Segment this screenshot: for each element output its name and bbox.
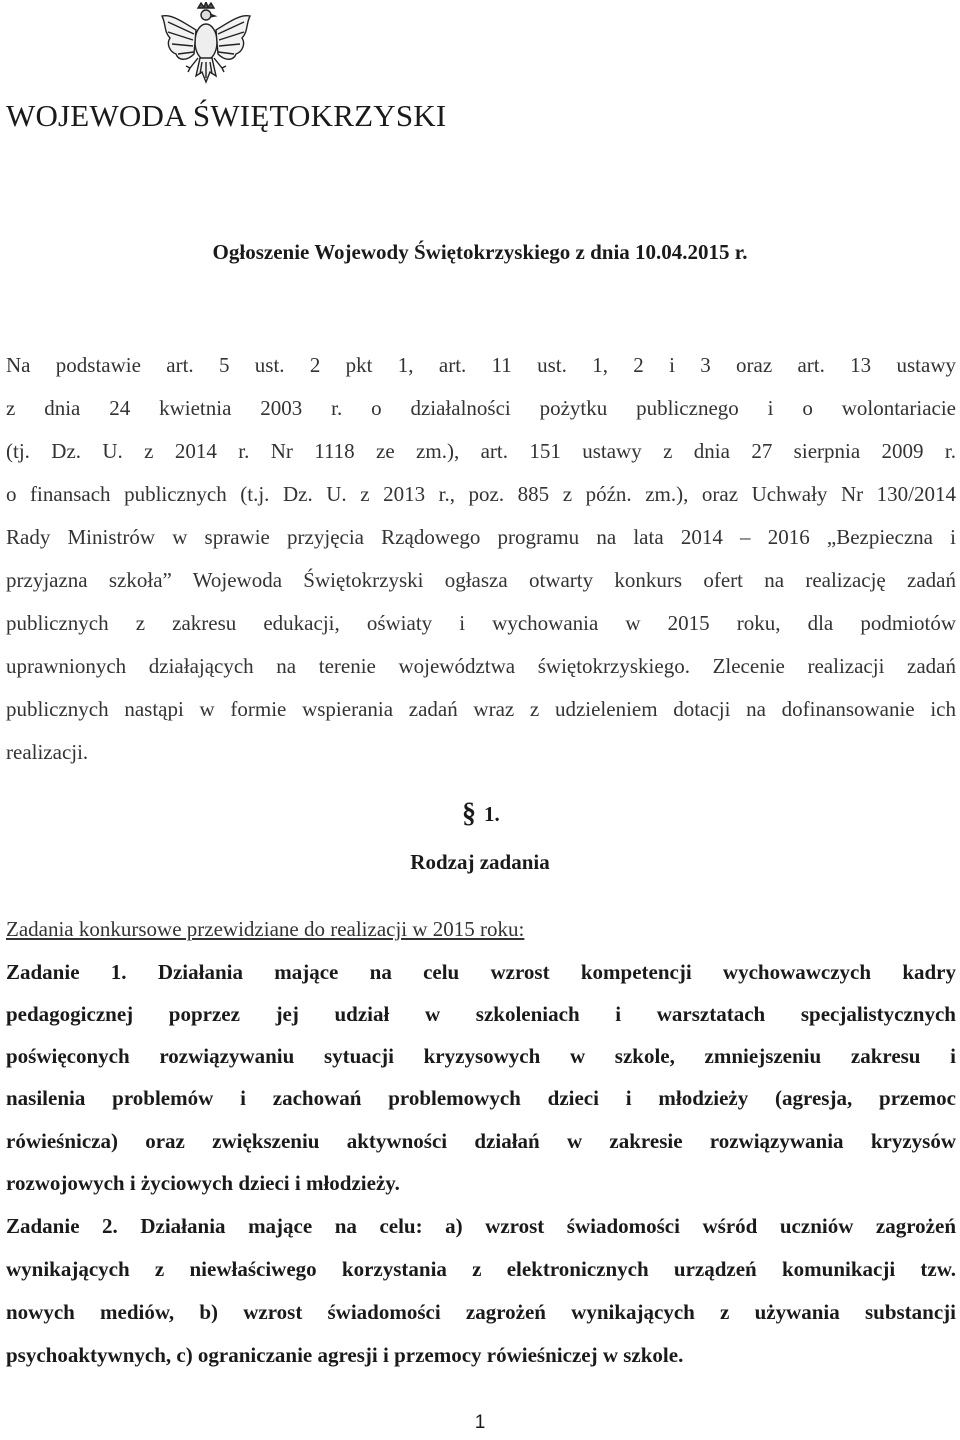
task-2-line: nowych mediów, b) wzrost świadomości zagrożeń wynikających z używania substancji	[6, 1300, 956, 1324]
task-2-text: Działania mające na celu: a) wzrost świadomości wśród uczniów zagrożeń	[140, 1214, 956, 1238]
task-1-line	[6, 957, 956, 987]
task-2-label: Zadanie 2.	[6, 1214, 118, 1238]
task-1-line: nasilenia problemów i zachowań problemowych dzieci i młodzieży (agresja, przemoc	[6, 1086, 956, 1110]
intro-line: Na podstawie art. 5 ust. 2 pkt 1, art. 11 ust. 1, 2 i 3 oraz art. 13 ustawy	[6, 353, 956, 377]
task-1-line: rówieśnicza) oraz zwiększeniu aktywności działań w zakresie rozwiązywania kryzysów	[6, 1129, 956, 1153]
intro-line: uprawnionych działających na terenie województwa świętokrzyskiego. Zlecenie realizacji zadań	[6, 654, 956, 678]
task-1-text: Działania mające na celu wzrost kompetencji wychowawczych kadry	[157, 960, 957, 984]
intro-line: realizacji.	[6, 740, 89, 764]
intro-line: publicznych z zakresu edukacji, oświaty i wychowania w 2015 roku, dla podmiotów	[6, 611, 956, 635]
task-1-line: rozwojowych i życiowych dzieci i młodzieży.	[6, 1171, 400, 1195]
intro-line: z dnia 24 kwietnia 2003 r. o działalności pożytku publicznego i o wolontariacie	[6, 396, 956, 420]
intro-line: przyjazna szkoła” Wojewoda Świętokrzyski ogłasza otwarty konkurs ofert na realizację zadań	[6, 568, 956, 592]
task-1-line: poświęconych rozwiązywaniu sytuacji kryzysowych w szkole, zmniejszeniu zakresu i	[6, 1044, 956, 1068]
intro-line: o finansach publicznych (t.j. Dz. U. z 2013 r., poz. 885 z późn. zm.), oraz Uchwały Nr 130/2014	[6, 482, 956, 506]
task-2-line: psychoaktywnych, c) ograniczanie agresji i przemocy rówieśniczej w szkole.	[6, 1343, 684, 1367]
page-number: 1	[474, 1412, 486, 1433]
tasks-heading-text: Zadania konkursowe przewidziane do realizacji w 2015 roku:	[6, 917, 525, 941]
announcement-title: Ogłoszenie Wojewody Świętokrzyskiego z dnia 10.04.2015 r.	[212, 240, 748, 264]
intro-line: (tj. Dz. U. z 2014 r. Nr 1118 ze zm.), art. 151 ustawy z dnia 27 sierpnia 2009 r.	[6, 439, 956, 463]
section-title: Rodzaj zadania	[410, 850, 550, 874]
task-2-line: wynikających z niewłaściwego korzystania z elektronicznych urządzeń komunikacji tzw.	[6, 1257, 956, 1281]
section-number: 1.	[484, 802, 500, 826]
header-title: WOJEWODA ŚWIĘTOKRZYSKI	[6, 98, 447, 133]
intro-line: publicznych nastąpi w formie wspierania zadań wraz z udzieleniem dotacji na dofinansowanie ich	[6, 697, 956, 721]
intro-line: Rady Ministrów w sprawie przyjęcia Rządowego programu na lata 2014 – 2016 „Bezpieczna i	[6, 525, 956, 549]
task-2-line	[6, 1211, 956, 1241]
polish-eagle-emblem-icon	[158, 2, 254, 86]
task-1-label: Zadanie 1.	[6, 960, 127, 984]
task-1-line: pedagogicznej poprzez jej udział w szkoleniach i warsztatach specjalistycznych	[6, 1002, 956, 1026]
tasks-heading	[6, 914, 956, 944]
section-mark: §	[462, 798, 476, 829]
